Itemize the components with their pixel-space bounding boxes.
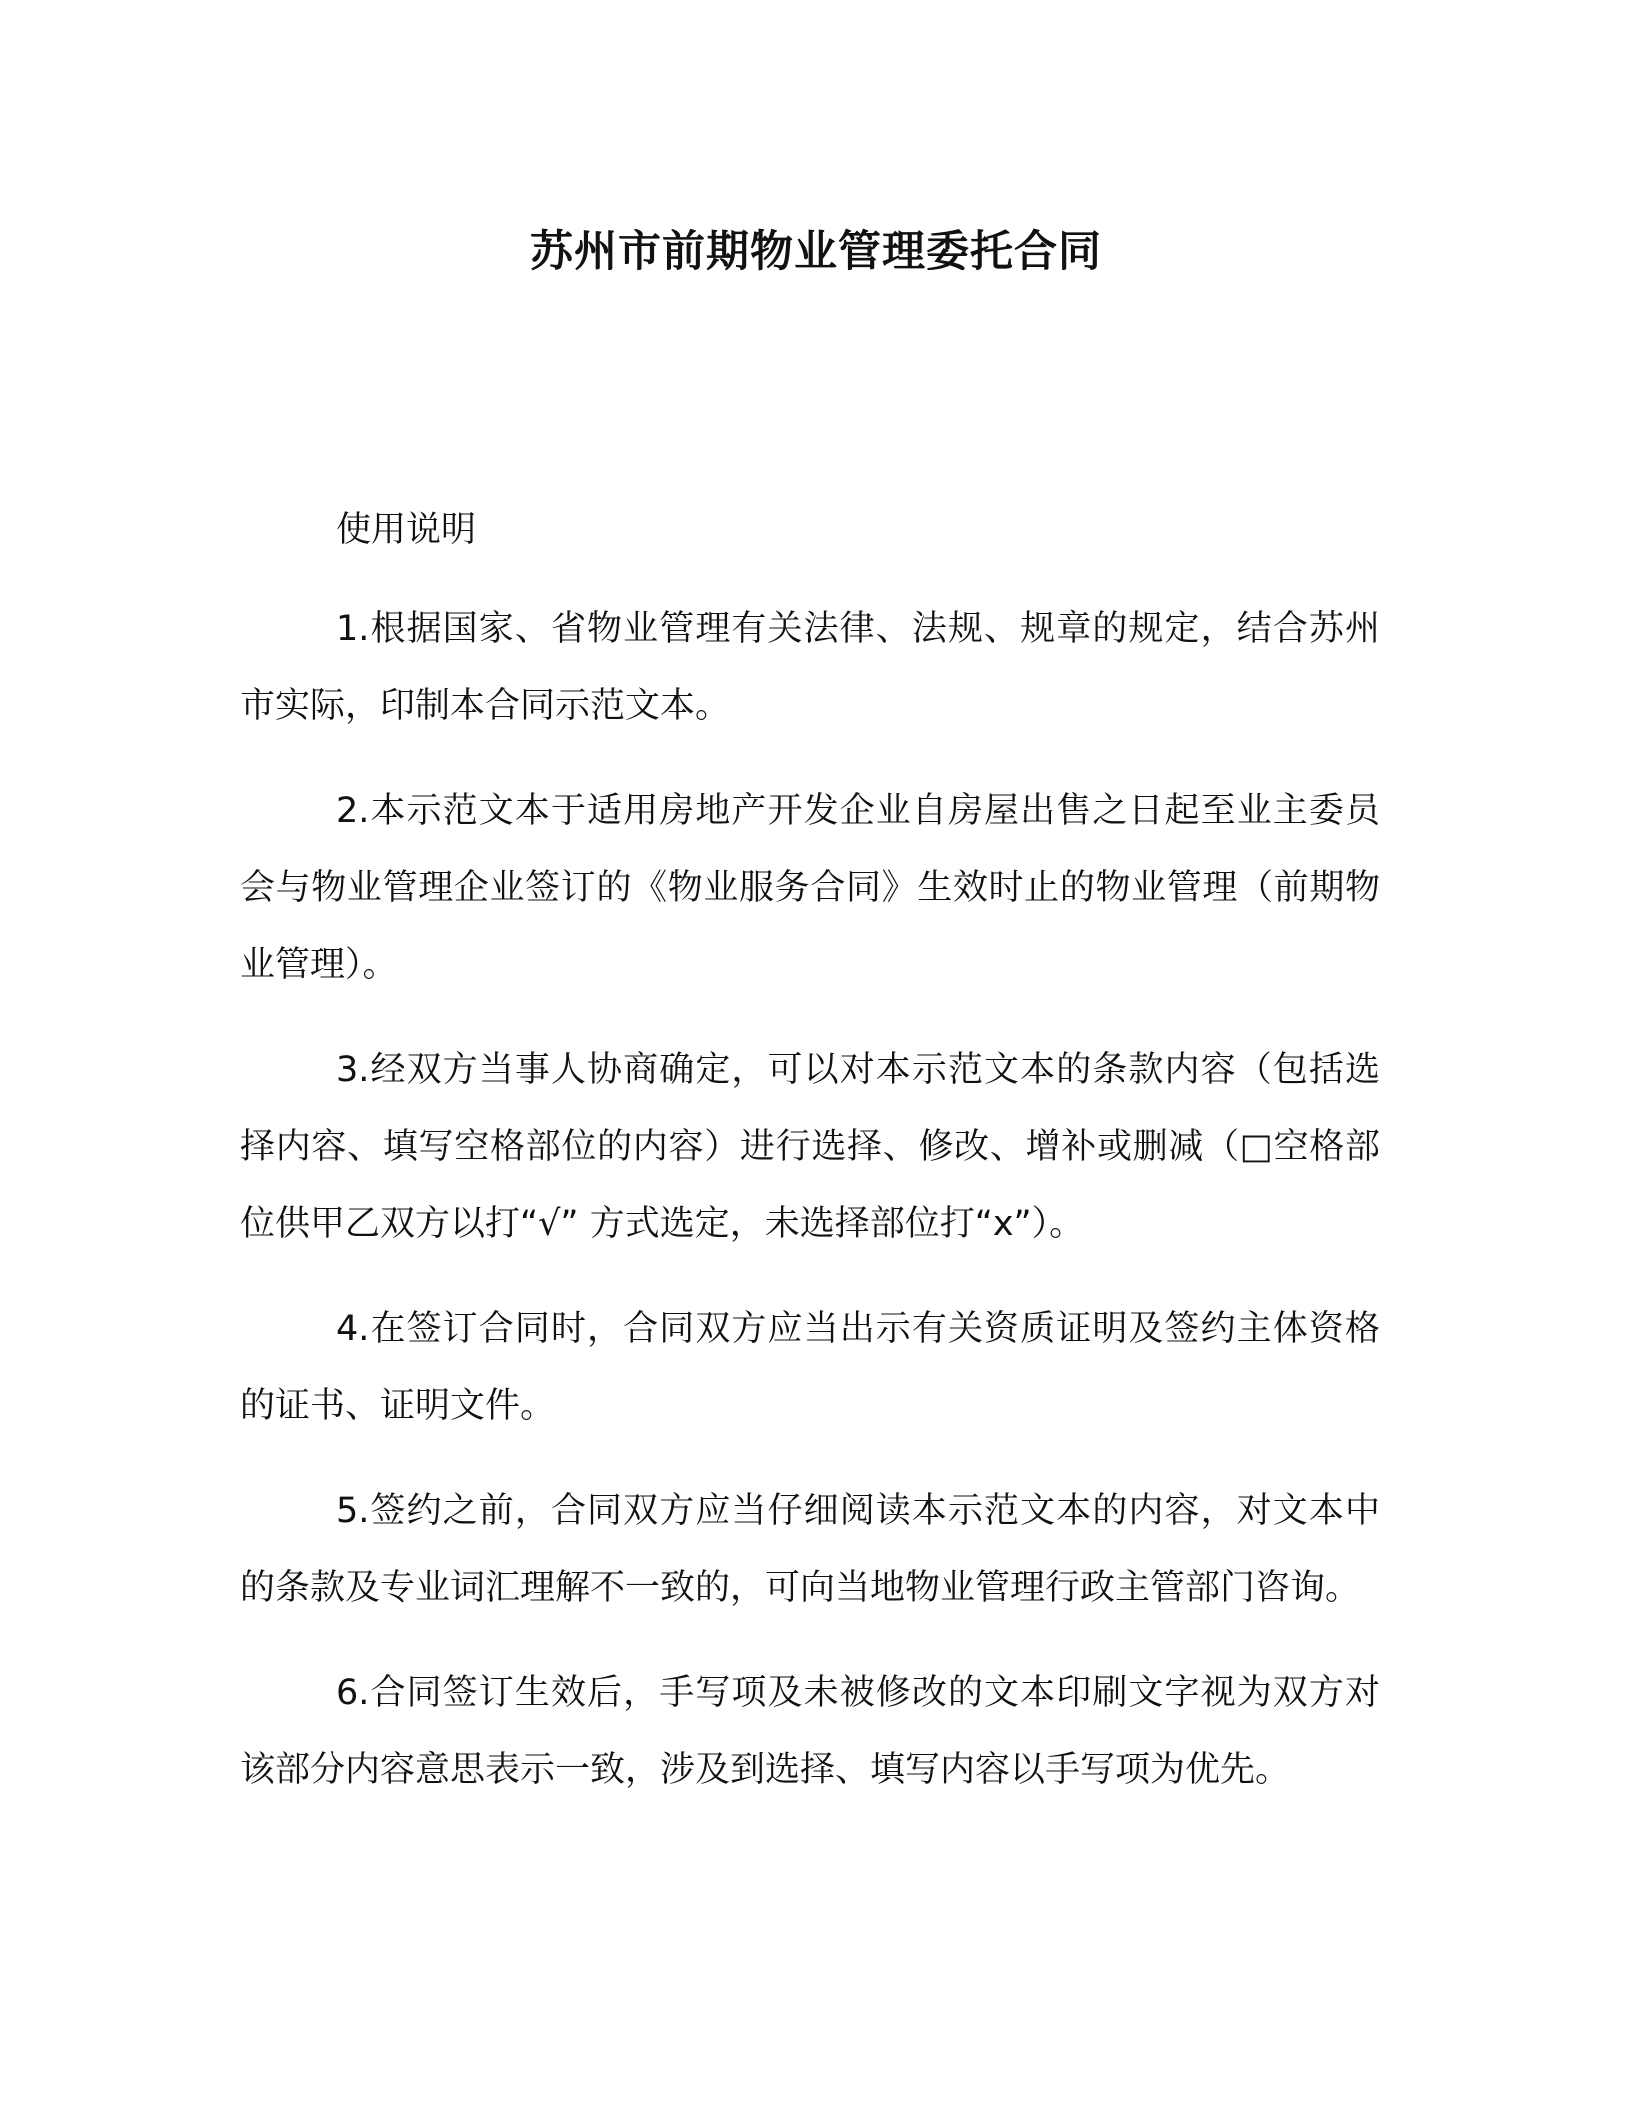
paragraph-3: 3.经双方当事人协商确定，可以对本示范文本的条款内容（包括选择内容、填写空格部位的内容）进行选择、修改、增补或删减（□空格部位供甲乙双方以打“√” 方式选定，未选择部位打“x”）。 [240,1050,1380,1244]
document-title: 苏州市前期物业管理委托合同 [530,227,1102,277]
paragraph-6: 6.合同签订生效后，手写项及未被修改的文本印刷文字视为双方对该部分内容意思表示一致，涉及到选择、填写内容以手写项为优先。 [240,1673,1380,1790]
paragraph-4: 4.在签订合同时，合同双方应当出示有关资质证明及签约主体资格的证书、证明文件。 [240,1309,1380,1426]
section-heading: 使用说明 [336,510,477,550]
document-body [240,492,1380,1837]
paragraph-5: 5.签约之前，合同双方应当仔细阅读本示范文本的内容，对文本中的条款及专业词汇理解不一致的，可向当地物业管理行政主管部门咨询。 [240,1491,1380,1608]
paragraph-1: 1.根据国家、省物业管理有关法律、法规、规章的规定，结合苏州市实际，印制本合同示范文本。 [240,609,1380,726]
paragraph-2: 2.本示范文本于适用房地产开发企业自房屋出售之日起至业主委员会与物业管理企业签订的《物业服务合同》生效时止的物业管理（前期物业管理）。 [240,791,1380,985]
